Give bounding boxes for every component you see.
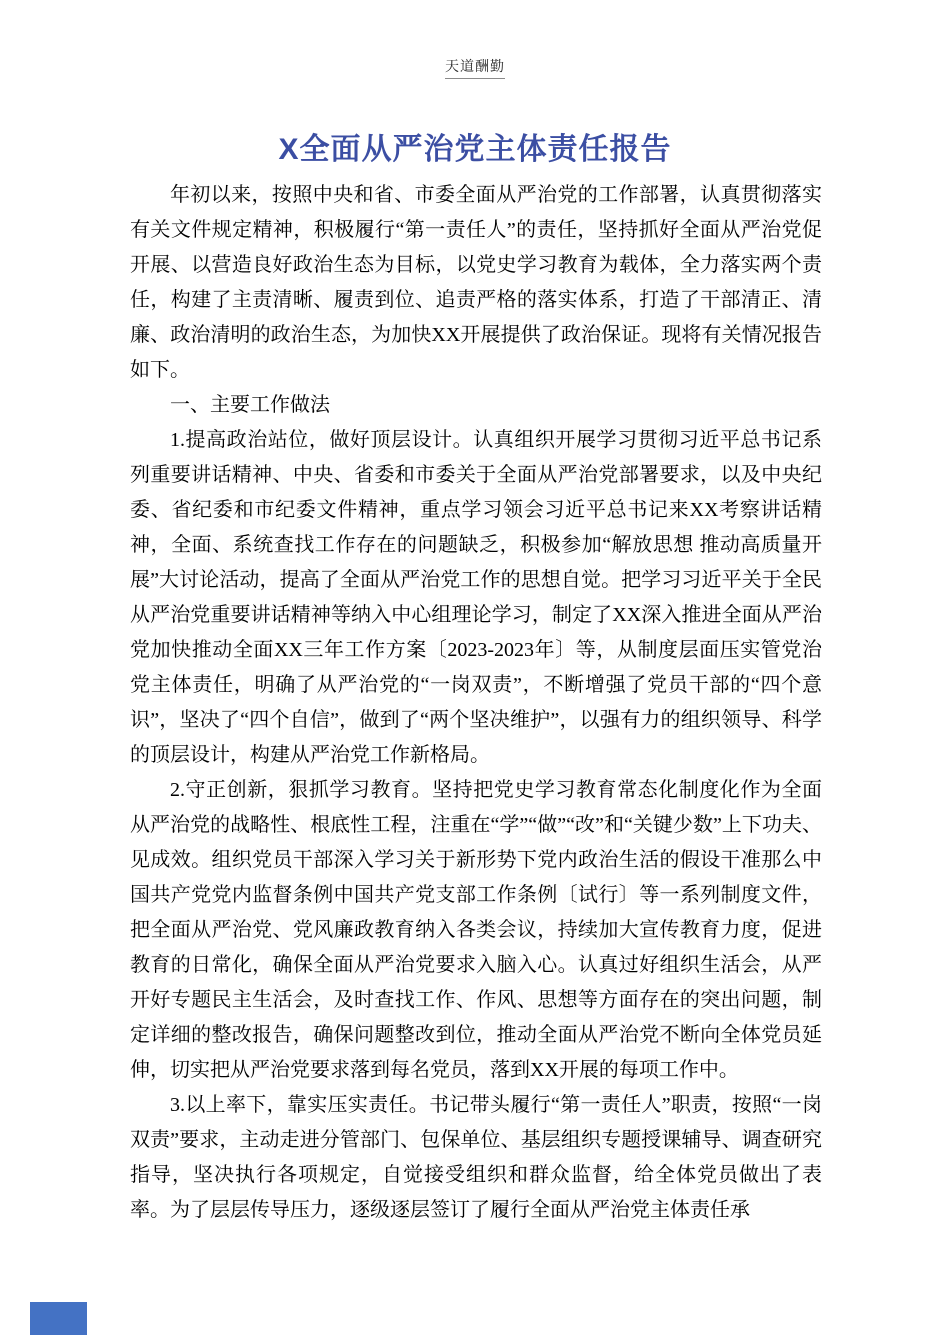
header-motto-text: 天道酬勤	[445, 56, 505, 79]
paragraph: 2.守正创新，狠抓学习教育。坚持把党史学习教育常态化制度化作为全面从严治党的战略性、根底性工程，注重在“学”“做”“改”和“关键少数”上下功夫、见成效。组织党员干部深入学习关于新形势下党内政治生活的假设干准那么中国共产党党内监督条例中国共产党支部工作条例〔试行〕等一系列制度文件，把全面从严治党、党风廉政教育纳入各类会议，持续加大宣传教育力度，促进教育的日常化，确保全面从严治党要求入脑入心。认真过好组织生活会，从严开好专题民主生活会，及时查找工作、作风、思想等方面存在的突出问题，制定详细的整改报告，确保问题整改到位，推动全面从严治党不断向全体党员延伸，切实把从严治党要求落到每名党员，落到XX开展的每项工作中。	[130, 779, 822, 1081]
paragraph: 1.提高政治站位，做好顶层设计。认真组织开展学习贯彻习近平总书记系列重要讲话精神、中央、省委和市委关于全面从严治党部署要求，以及中央纪委、省纪委和市纪委文件精神，重点学习领会习近平总书记来XX考察讲话精神，全面、系统查找工作存在的问题缺乏，积极参加“解放思想 推动高质量开展”大讨论活动，提高了全面从严治党工作的思想自觉。把学习习近平关于全民从严治党重要讲话精神等纳入中心组理论学习，制定了XX深入推进全面从严治党加快推动全面XX三年工作方案〔2023-2023年〕等，从制度层面压实管党治党主体责任，明确了从严治党的“一岗双责”，不断增强了党员干部的“四个意识”，坚决了“四个自信”，做到了“两个坚决维护”，以强有力的组织领导、科学的顶层设计，构建从严治党工作新格局。	[130, 429, 822, 766]
paragraph: 年初以来，按照中央和省、市委全面从严治党的工作部署，认真贯彻落实有关文件规定精神，积极履行“第一责任人”的责任，坚持抓好全面从严治党促开展、以营造良好政治生态为目标，以党史学习教育为载体，全力落实两个责任，构建了主责清晰、履责到位、追责严格的落实体系，打造了干部清正、清廉、政治清明的政治生态，为加快XX开展提供了政治保证。现将有关情况报告如下。	[130, 184, 822, 381]
document-title: X全面从严治党主体责任报告	[278, 133, 672, 166]
next-page-blue-artifact	[30, 1302, 87, 1335]
page-header	[0, 56, 950, 79]
document-body	[130, 178, 822, 1228]
paragraph: 一、主要工作做法	[170, 394, 330, 416]
paragraph: 3.以上率下，靠实压实责任。书记带头履行“第一责任人”职责，按照“一岗双责”要求，主动走进分管部门、包保单位、基层组织专题授课辅导、调查研究指导，坚决执行各项规定，自觉接受组织和群众监督，给全体党员做出了表率。为了层层传导压力，逐级逐层签订了履行全面从严治党主体责任承	[130, 1094, 822, 1221]
